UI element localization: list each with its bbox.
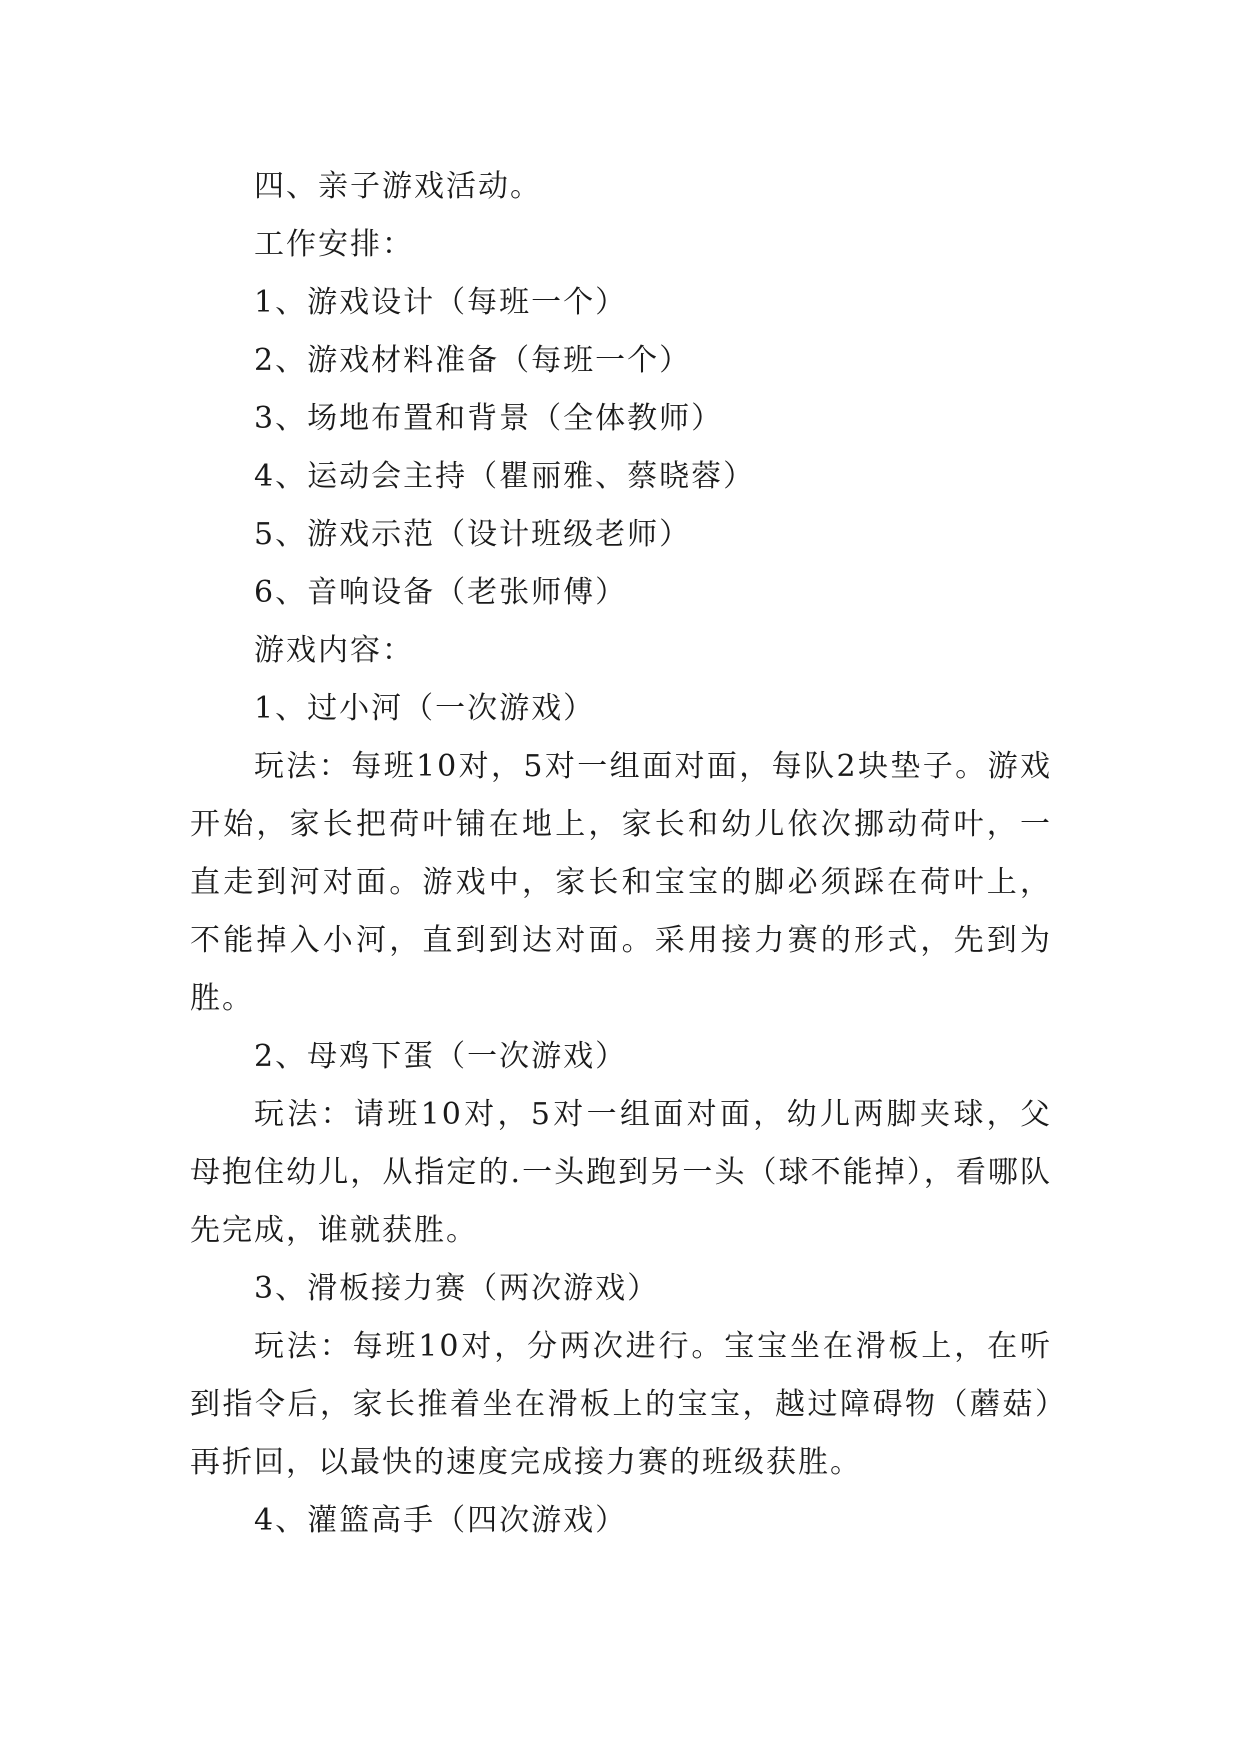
- game-title: 4、灌篮高手（四次游戏）: [254, 1503, 628, 1538]
- work-item: 5、游戏示范（设计班级老师）: [254, 517, 692, 552]
- document-page: [190, 158, 1052, 1550]
- game-section: [190, 680, 1052, 1028]
- game-rules: 玩法：每班10对，分两次进行。宝宝坐在滑板上，在听到指令后，家长推着坐在滑板上的宝宝，越过障碍物（蘑菇）再折回，以最快的速度完成接力赛的班级获胜。: [190, 1329, 1052, 1480]
- game-section: [190, 1028, 1052, 1260]
- work-item: 6、音响设备（老张师傅）: [254, 575, 628, 610]
- work-list: [190, 274, 1052, 622]
- section-title: 四、亲子游戏活动。: [254, 169, 542, 204]
- game-section: [190, 1492, 1052, 1550]
- game-title: 2、母鸡下蛋（一次游戏）: [254, 1039, 628, 1074]
- work-item: 3、场地布置和背景（全体教师）: [254, 401, 724, 436]
- game-title: 1、过小河（一次游戏）: [254, 691, 596, 726]
- game-title: 3、滑板接力赛（两次游戏）: [254, 1271, 660, 1306]
- work-heading: 工作安排：: [254, 227, 414, 262]
- games-heading: 游戏内容：: [254, 633, 414, 668]
- work-item: 2、游戏材料准备（每班一个）: [254, 343, 692, 378]
- game-rules: 玩法：请班10对，5对一组面对面，幼儿两脚夹球，父母抱住幼儿，从指定的.一头跑到另一头（球不能掉），看哪队先完成，谁就获胜。: [190, 1097, 1052, 1248]
- work-item: 1、游戏设计（每班一个）: [254, 285, 628, 320]
- game-section: [190, 1260, 1052, 1492]
- work-item: 4、运动会主持（瞿丽雅、蔡晓蓉）: [254, 459, 756, 494]
- game-rules: 玩法：每班10对，5对一组面对面，每队2块垫子。游戏开始，家长把荷叶铺在地上，家长和幼儿依次挪动荷叶，一直走到河对面。游戏中，家长和宝宝的脚必须踩在荷叶上，不能掉入小河，直到到达对面。采用接力赛的形式，先到为胜。: [190, 749, 1052, 1016]
